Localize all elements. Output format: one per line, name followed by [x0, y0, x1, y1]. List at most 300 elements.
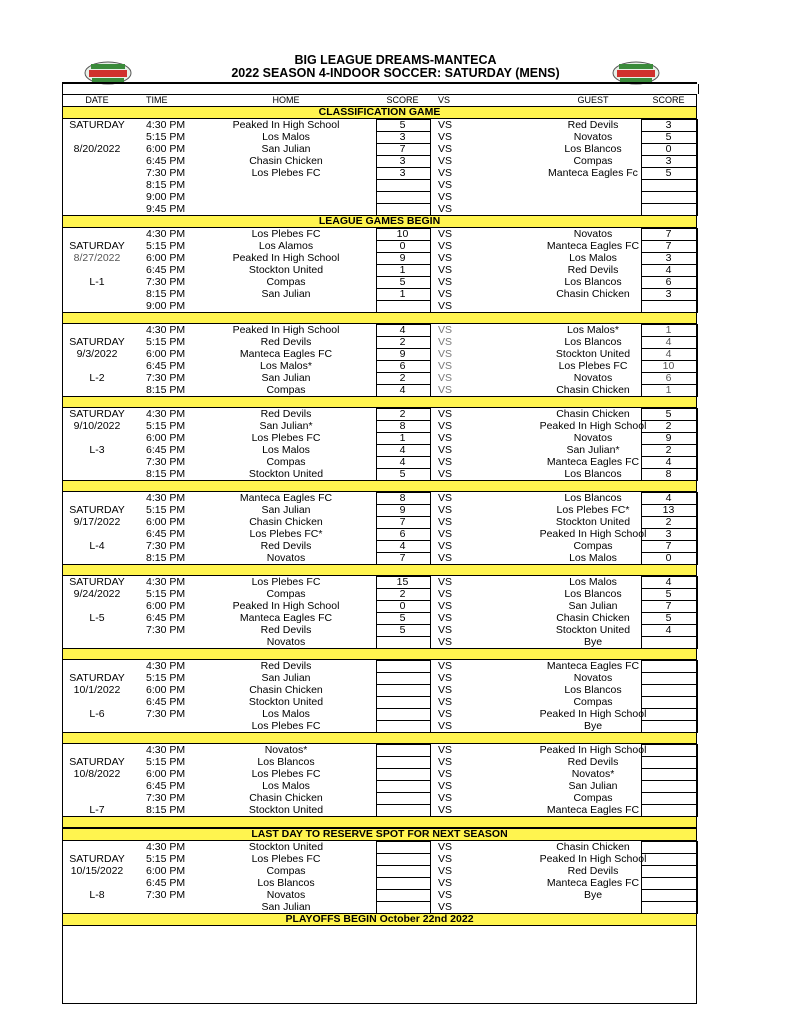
date-cell: 10/8/2022	[73, 768, 121, 780]
time-cell: 7:30 PM	[146, 276, 186, 288]
guest-team: Los Blancos	[564, 336, 622, 348]
game-row	[62, 624, 697, 636]
time-cell: 4:30 PM	[146, 576, 186, 588]
game-row	[62, 131, 697, 143]
vs-label: VS	[438, 804, 453, 816]
vs-label: VS	[438, 131, 453, 143]
date-cell: 9/3/2022	[76, 348, 118, 360]
date-cell: SATURDAY	[69, 408, 125, 420]
home-team: Manteca Eagles FC	[239, 492, 333, 504]
home-score: 4	[399, 384, 406, 396]
date-cell: L-3	[89, 444, 105, 456]
home-team: Manteca Eagles FC	[239, 348, 333, 360]
page-subtitle: 2022 SEASON 4-INDOOR SOCCER: SATURDAY (MENS)	[231, 66, 560, 80]
vs-label: VS	[438, 576, 453, 588]
guest-team: Novatos	[573, 372, 613, 384]
section-divider	[62, 816, 697, 828]
home-team: Stockton United	[248, 264, 324, 276]
game-row	[62, 636, 697, 648]
vs-label: VS	[438, 877, 453, 889]
vs-label: VS	[438, 612, 453, 624]
guest-team: Los Malos	[569, 552, 617, 564]
guest-team: Chasin Chicken	[556, 384, 630, 396]
game-row	[62, 240, 697, 252]
guest-team: Manteca Eagles FC	[546, 804, 640, 816]
time-cell: 7:30 PM	[146, 456, 186, 468]
vs-label: VS	[438, 901, 453, 913]
guest-team: Novatos*	[571, 768, 615, 780]
home-team: Los Plebes FC	[251, 720, 321, 732]
date-cell: SATURDAY	[69, 119, 125, 131]
game-row	[62, 684, 697, 696]
home-team: Los Plebes FC	[251, 853, 321, 865]
home-team: Chasin Chicken	[249, 155, 323, 167]
vs-label: VS	[438, 672, 453, 684]
guest-team: San Julian	[568, 780, 618, 792]
guest-team: Compas	[573, 540, 613, 552]
guest-score: 4	[665, 264, 672, 276]
guest-score: 9	[665, 432, 672, 444]
home-score: 6	[399, 528, 406, 540]
game-row	[62, 853, 697, 865]
guest-team: Manteca Eagles FC	[546, 240, 640, 252]
date-cell: L-7	[89, 804, 105, 816]
vs-label: VS	[438, 600, 453, 612]
home-team: San Julian	[261, 143, 311, 155]
game-row	[62, 155, 697, 167]
vs-label: VS	[438, 240, 453, 252]
guest-score: 2	[665, 420, 672, 432]
guest-team: Los Malos*	[567, 324, 619, 336]
guest-score: 7	[665, 540, 672, 552]
section-banner: LEAGUE GAMES BEGIN	[62, 215, 697, 228]
schedule-table	[62, 94, 697, 926]
vs-label: VS	[438, 624, 453, 636]
guest-score: 13	[662, 504, 675, 516]
guest-score: 10	[662, 360, 675, 372]
time-cell: 6:45 PM	[146, 696, 186, 708]
guest-score: 7	[665, 240, 672, 252]
game-row	[62, 119, 697, 131]
guest-score: 8	[665, 468, 672, 480]
guest-score: 0	[665, 143, 672, 155]
guest-team: Los Plebes FC*	[556, 504, 630, 516]
guest-team: Compas	[573, 696, 613, 708]
guest-team: Stockton United	[555, 516, 631, 528]
section-divider	[62, 648, 697, 660]
time-cell: 6:45 PM	[146, 780, 186, 792]
home-score: 9	[399, 348, 406, 360]
section-divider	[62, 480, 697, 492]
home-team: Red Devils	[260, 540, 312, 552]
home-team: Peaked In High School	[232, 119, 340, 131]
game-row	[62, 756, 697, 768]
guest-score: 6	[665, 276, 672, 288]
game-row	[62, 528, 697, 540]
game-row	[62, 444, 697, 456]
time-cell: 4:30 PM	[146, 119, 186, 131]
home-score: 5	[399, 468, 406, 480]
game-row	[62, 841, 697, 853]
time-cell: 6:00 PM	[146, 348, 186, 360]
game-row	[62, 300, 697, 312]
guest-team: Red Devils	[567, 264, 619, 276]
guest-score: 5	[665, 408, 672, 420]
game-row	[62, 348, 697, 360]
home-score: 7	[399, 516, 406, 528]
guest-score: 4	[665, 492, 672, 504]
guest-team: Los Blancos	[564, 468, 622, 480]
date-cell: L-4	[89, 540, 105, 552]
vs-label: VS	[438, 528, 453, 540]
vs-label: VS	[438, 143, 453, 155]
vs-label: VS	[438, 203, 453, 215]
section-banner: CLASSIFICATION GAME	[62, 106, 697, 119]
date-cell: 10/15/2022	[70, 865, 124, 877]
home-team: Compas	[266, 456, 306, 468]
time-cell: 5:15 PM	[146, 240, 186, 252]
guest-team: San Julian*	[566, 444, 620, 456]
time-cell: 5:15 PM	[146, 131, 186, 143]
time-cell: 7:30 PM	[146, 624, 186, 636]
guest-score: 5	[665, 612, 672, 624]
home-team: Peaked In High School	[232, 324, 340, 336]
time-cell: 6:45 PM	[146, 444, 186, 456]
home-score: 4	[399, 540, 406, 552]
home-team: Compas	[266, 276, 306, 288]
guest-score: 3	[665, 528, 672, 540]
time-cell: 9:00 PM	[146, 191, 186, 203]
header-vs: VS	[438, 95, 451, 105]
game-row	[62, 179, 697, 191]
vs-label: VS	[438, 768, 453, 780]
home-team: Los Malos*	[260, 360, 312, 372]
home-team: Peaked In High School	[232, 252, 340, 264]
game-row	[62, 792, 697, 804]
home-score: 4	[399, 444, 406, 456]
date-cell: SATURDAY	[69, 672, 125, 684]
time-cell: 5:15 PM	[146, 853, 186, 865]
header-home-score: SCORE	[386, 95, 419, 105]
home-score: 7	[399, 552, 406, 564]
game-row	[62, 288, 697, 300]
game-row	[62, 768, 697, 780]
game-row	[62, 865, 697, 877]
vs-label: VS	[438, 660, 453, 672]
time-cell: 6:00 PM	[146, 600, 186, 612]
guest-team: Novatos	[573, 672, 613, 684]
guest-team: Manteca Eagles Fc	[548, 167, 638, 179]
home-score: 9	[399, 504, 406, 516]
time-cell: 8:15 PM	[146, 288, 186, 300]
home-team: Los Plebes FC*	[249, 528, 323, 540]
guest-team: Novatos	[573, 131, 613, 143]
date-cell: 8/27/2022	[73, 252, 121, 264]
date-cell: L-1	[89, 276, 105, 288]
guest-team: Peaked In High School	[539, 420, 647, 432]
home-team: Stockton United	[248, 696, 324, 708]
vs-label: VS	[438, 191, 453, 203]
home-team: Los Alamos	[258, 240, 314, 252]
date-cell: SATURDAY	[69, 576, 125, 588]
game-row	[62, 432, 697, 444]
home-team: Novatos	[266, 636, 306, 648]
guest-team: Los Blancos	[564, 276, 622, 288]
time-cell: 6:45 PM	[146, 360, 186, 372]
game-row	[62, 504, 697, 516]
guest-team: Los Blancos	[564, 588, 622, 600]
guest-team: Manteca Eagles FC	[546, 877, 640, 889]
guest-team: Bye	[583, 889, 603, 901]
home-team: Red Devils	[260, 660, 312, 672]
guest-team: Bye	[583, 720, 603, 732]
vs-label: VS	[438, 252, 453, 264]
home-score: 2	[399, 588, 406, 600]
section-divider	[62, 732, 697, 744]
guest-team: Chasin Chicken	[556, 288, 630, 300]
guest-team: Bye	[583, 636, 603, 648]
game-row	[62, 143, 697, 155]
time-cell: 7:30 PM	[146, 167, 186, 179]
home-score: 5	[399, 612, 406, 624]
time-cell: 6:00 PM	[146, 143, 186, 155]
guest-team: Los Blancos	[564, 684, 622, 696]
guest-team: Peaked In High School	[539, 708, 647, 720]
home-team: San Julian	[261, 504, 311, 516]
guest-team: Red Devils	[567, 119, 619, 131]
vs-label: VS	[438, 155, 453, 167]
game-row	[62, 372, 697, 384]
game-row	[62, 552, 697, 564]
header-home: HOME	[272, 95, 300, 105]
game-row	[62, 744, 697, 756]
section-divider	[62, 312, 697, 324]
home-team: San Julian	[261, 372, 311, 384]
time-cell: 4:30 PM	[146, 492, 186, 504]
home-score: 15	[396, 576, 409, 588]
date-cell: L-8	[89, 889, 105, 901]
home-team: Novatos	[266, 889, 306, 901]
home-team: Novatos*	[264, 744, 308, 756]
game-row	[62, 203, 697, 215]
home-team: Manteca Eagles FC	[239, 612, 333, 624]
guest-score: 4	[665, 624, 672, 636]
home-team: San Julian	[261, 288, 311, 300]
time-cell: 4:30 PM	[146, 324, 186, 336]
vs-label: VS	[438, 348, 453, 360]
time-cell: 6:45 PM	[146, 264, 186, 276]
date-cell: SATURDAY	[69, 504, 125, 516]
date-cell: SATURDAY	[69, 240, 125, 252]
home-team: Compas	[266, 588, 306, 600]
game-row	[62, 696, 697, 708]
home-team: Chasin Chicken	[249, 516, 323, 528]
home-score: 0	[399, 240, 406, 252]
home-score: 1	[399, 264, 406, 276]
home-score: 3	[399, 131, 406, 143]
home-team: Red Devils	[260, 408, 312, 420]
game-row	[62, 576, 697, 588]
guest-team: Chasin Chicken	[556, 612, 630, 624]
guest-score: 7	[665, 600, 672, 612]
vs-label: VS	[438, 540, 453, 552]
time-cell: 6:00 PM	[146, 768, 186, 780]
home-team: Los Malos	[262, 708, 310, 720]
home-team: Compas	[266, 865, 306, 877]
guest-team: Chasin Chicken	[556, 841, 630, 853]
home-team: Los Blancos	[257, 877, 315, 889]
home-score: 7	[399, 143, 406, 155]
time-cell: 8:15 PM	[146, 804, 186, 816]
game-row	[62, 456, 697, 468]
game-row	[62, 276, 697, 288]
date-cell: SATURDAY	[69, 336, 125, 348]
vs-label: VS	[438, 889, 453, 901]
time-cell: 6:00 PM	[146, 684, 186, 696]
guest-team: Stockton United	[555, 624, 631, 636]
vs-label: VS	[438, 684, 453, 696]
guest-score: 4	[665, 576, 672, 588]
guest-team: Peaked In High School	[539, 853, 647, 865]
game-row	[62, 889, 697, 901]
header-guest: GUEST	[577, 95, 609, 105]
home-team: San Julian	[261, 672, 311, 684]
time-cell: 8:15 PM	[146, 468, 186, 480]
guest-team: Red Devils	[567, 756, 619, 768]
home-score: 8	[399, 420, 406, 432]
guest-team: Novatos	[573, 432, 613, 444]
time-cell: 8:15 PM	[146, 552, 186, 564]
game-row	[62, 324, 697, 336]
guest-team: Red Devils	[567, 865, 619, 877]
guest-score: 3	[665, 288, 672, 300]
game-row	[62, 720, 697, 732]
vs-label: VS	[438, 456, 453, 468]
date-cell: L-5	[89, 612, 105, 624]
time-cell: 6:45 PM	[146, 877, 186, 889]
game-row	[62, 612, 697, 624]
time-cell: 6:45 PM	[146, 155, 186, 167]
guest-team: Los Malos	[569, 252, 617, 264]
home-score: 2	[399, 408, 406, 420]
header-date: DATE	[85, 95, 109, 105]
time-cell: 7:30 PM	[146, 708, 186, 720]
home-team: Chasin Chicken	[249, 684, 323, 696]
guest-team: Los Malos	[569, 576, 617, 588]
vs-label: VS	[438, 372, 453, 384]
time-cell: 6:00 PM	[146, 432, 186, 444]
game-row	[62, 708, 697, 720]
home-team: Los Malos	[262, 780, 310, 792]
home-score: 8	[399, 492, 406, 504]
time-cell: 5:15 PM	[146, 756, 186, 768]
date-cell: 8/20/2022	[73, 143, 121, 155]
time-cell: 5:15 PM	[146, 420, 186, 432]
time-cell: 6:00 PM	[146, 516, 186, 528]
guest-team: Compas	[573, 792, 613, 804]
guest-score: 7	[665, 228, 672, 240]
guest-score: 4	[665, 456, 672, 468]
home-team: San Julian*	[259, 420, 313, 432]
time-cell: 7:30 PM	[146, 889, 186, 901]
page-title: BIG LEAGUE DREAMS-MANTECA	[294, 53, 497, 67]
vs-label: VS	[438, 636, 453, 648]
game-row	[62, 516, 697, 528]
vs-label: VS	[438, 179, 453, 191]
game-row	[62, 420, 697, 432]
guest-team: Compas	[573, 155, 613, 167]
vs-label: VS	[438, 360, 453, 372]
guest-score: 1	[665, 324, 672, 336]
time-cell: 7:30 PM	[146, 372, 186, 384]
home-score: 2	[399, 372, 406, 384]
home-score: 2	[399, 336, 406, 348]
guest-score: 2	[665, 444, 672, 456]
section-divider	[62, 396, 697, 408]
home-team: Compas	[266, 384, 306, 396]
time-cell: 5:15 PM	[146, 672, 186, 684]
vs-label: VS	[438, 720, 453, 732]
home-team: San Julian	[261, 901, 311, 913]
vs-label: VS	[438, 336, 453, 348]
guest-team: Los Blancos	[564, 143, 622, 155]
home-team: Red Devils	[260, 336, 312, 348]
header-time: TIME	[146, 95, 168, 105]
guest-team: San Julian	[568, 600, 618, 612]
vs-label: VS	[438, 432, 453, 444]
game-row	[62, 780, 697, 792]
column-header-row	[62, 94, 697, 106]
home-team: Los Plebes FC	[251, 228, 321, 240]
game-row	[62, 468, 697, 480]
time-cell: 8:15 PM	[146, 384, 186, 396]
vs-label: VS	[438, 516, 453, 528]
game-row	[62, 877, 697, 889]
guest-score: 3	[665, 252, 672, 264]
vs-label: VS	[438, 552, 453, 564]
home-team: Red Devils	[260, 624, 312, 636]
game-row	[62, 384, 697, 396]
vs-label: VS	[438, 504, 453, 516]
home-score: 5	[399, 119, 406, 131]
time-cell: 5:15 PM	[146, 588, 186, 600]
game-row	[62, 600, 697, 612]
game-row	[62, 672, 697, 684]
game-row	[62, 360, 697, 372]
game-row	[62, 264, 697, 276]
date-cell: SATURDAY	[69, 756, 125, 768]
vs-label: VS	[438, 492, 453, 504]
time-cell: 9:00 PM	[146, 300, 186, 312]
game-row	[62, 901, 697, 913]
vs-label: VS	[438, 276, 453, 288]
guest-score: 5	[665, 588, 672, 600]
home-score: 1	[399, 288, 406, 300]
home-team: Novatos	[266, 552, 306, 564]
home-team: Stockton United	[248, 804, 324, 816]
home-score: 5	[399, 276, 406, 288]
section-banner: LAST DAY TO RESERVE SPOT FOR NEXT SEASON	[62, 828, 697, 841]
game-row	[62, 660, 697, 672]
home-score: 6	[399, 360, 406, 372]
header-guest-score: SCORE	[652, 95, 685, 105]
time-cell: 6:45 PM	[146, 612, 186, 624]
date-cell: 10/1/2022	[73, 684, 121, 696]
time-cell: 6:00 PM	[146, 252, 186, 264]
home-team: Los Blancos	[257, 756, 315, 768]
vs-label: VS	[438, 384, 453, 396]
guest-score: 5	[665, 131, 672, 143]
